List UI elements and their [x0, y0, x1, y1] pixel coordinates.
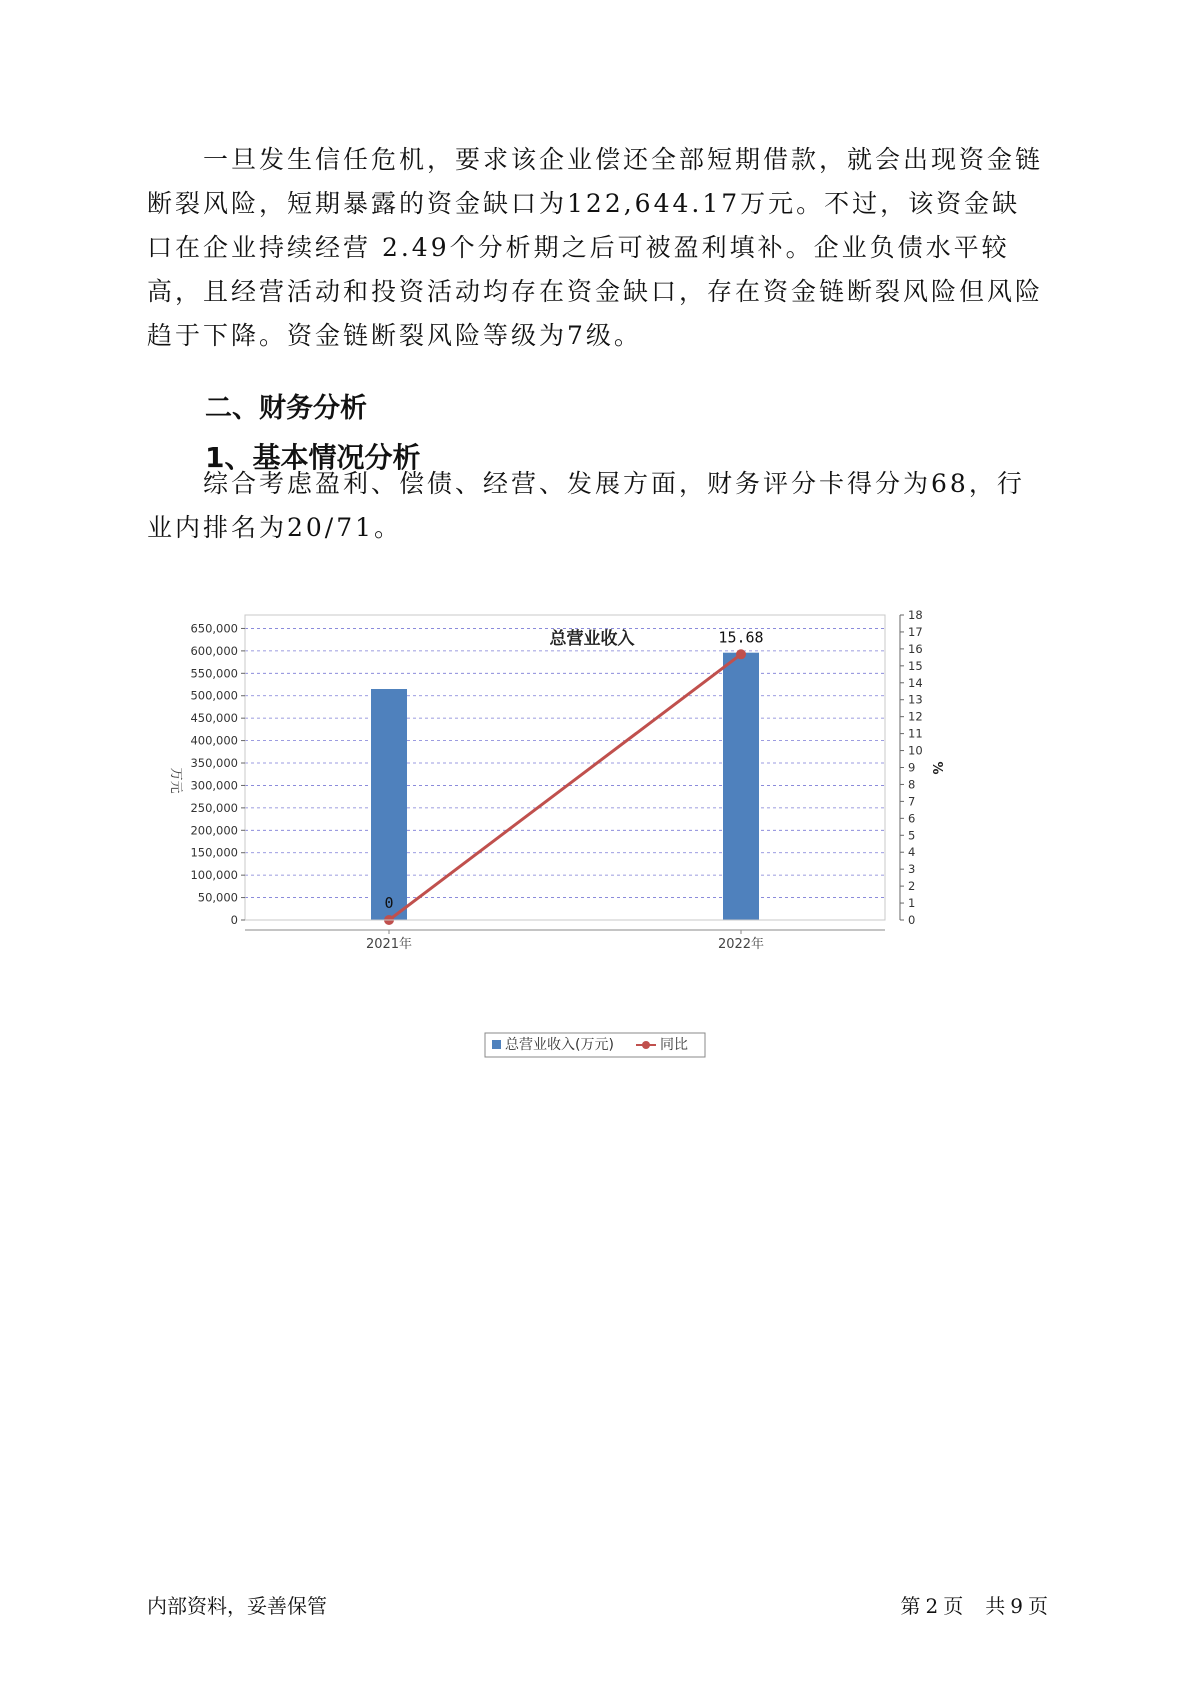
chart-legend	[485, 1033, 705, 1057]
y-tick-label: 550,000	[190, 666, 238, 681]
paragraph-score	[147, 462, 1047, 550]
y-tick-label: 200,000	[190, 823, 238, 838]
y2-tick-label: 13	[908, 692, 923, 707]
y2-tick-label: 3	[908, 862, 916, 877]
y-tick-label: 450,000	[190, 711, 238, 726]
x-tick-label: 2021年	[365, 937, 413, 952]
legend-line-marker	[642, 1041, 650, 1049]
chart-axes	[190, 608, 922, 952]
y-tick-label: 50,000	[197, 890, 238, 905]
chart-grid	[245, 628, 885, 897]
y2-tick-label: 9	[908, 760, 916, 775]
paragraph-risk	[147, 138, 1047, 358]
y2-tick-label: 12	[908, 709, 923, 724]
paragraph-risk-text: 一旦发生信任危机，要求该企业偿还全部短期借款，就会出现资金链断裂风险，短期暴露的资金缺口为122,644.17万元。不过，该资金缺口在企业持续经营 2.49个分析期之后可被盈利填补。企业负债水平较高，且经营活动和投资活动均存在资金缺口，存在资金链断裂风险但风险趋于下降。资金链断裂风险等级为7级。	[147, 145, 1044, 350]
y-tick-label: 500,000	[190, 688, 238, 703]
y2-tick-label: 14	[908, 675, 923, 690]
y2-tick-label: 17	[908, 624, 923, 639]
y2-tick-label: 10	[908, 743, 923, 758]
footer-page-suffix: 页	[1028, 1594, 1049, 1618]
y2-tick-label: 6	[908, 811, 916, 826]
yoy-line	[389, 654, 741, 920]
yoy-point	[736, 649, 746, 659]
chart-title: 总营业收入	[549, 629, 635, 649]
y-tick-label: 350,000	[190, 756, 238, 771]
chart-y-label: 万元	[168, 767, 183, 794]
y2-tick-label: 0	[908, 913, 916, 927]
y-tick-label: 400,000	[190, 733, 238, 748]
revenue-chart	[168, 608, 1010, 1095]
footer-page-mid: 页 共	[943, 1594, 1007, 1618]
y-tick-label: 0	[230, 913, 238, 927]
y-tick-label: 100,000	[190, 868, 238, 883]
plot-area	[245, 615, 885, 920]
yoy-data-label: 15.68	[718, 628, 764, 647]
y2-tick-label: 8	[908, 777, 916, 792]
y2-tick-label: 18	[908, 608, 923, 622]
bar-2022年	[723, 653, 759, 920]
y2-tick-label: 7	[908, 794, 916, 809]
section-heading: 二、财务分析	[205, 393, 367, 424]
y-tick-label: 250,000	[190, 800, 238, 815]
legend-line-label: 同比	[660, 1037, 688, 1053]
y-tick-label: 150,000	[190, 845, 238, 860]
paragraph-score-text: 综合考虑盈利、偿债、经营、发展方面，财务评分卡得分为68，行业内排名为20/71。	[147, 469, 1025, 542]
footer-page-number	[899, 1590, 1051, 1619]
y2-tick-label: 5	[908, 828, 916, 843]
footer-page-total: 9	[1010, 1594, 1024, 1618]
yoy-data-label: 0	[384, 894, 394, 912]
y-tick-label: 600,000	[190, 643, 238, 658]
y2-tick-label: 16	[908, 641, 923, 656]
y2-tick-label: 2	[908, 879, 916, 894]
footer-page-current: 2	[925, 1594, 940, 1618]
subsection-heading: 1、基本情况分析	[205, 441, 421, 474]
footer-page-prefix: 第	[900, 1594, 922, 1618]
y2-tick-label: 1	[908, 896, 916, 911]
chart-line	[384, 628, 764, 925]
y-tick-label: 300,000	[190, 778, 238, 793]
footer-confidential: 内部资料，妥善保管	[147, 1594, 327, 1618]
bar-2021年	[371, 689, 407, 920]
legend-bar-label: 总营业收入(万元)	[505, 1037, 614, 1053]
chart-y2-label: %	[929, 761, 944, 775]
legend-bar-swatch	[492, 1040, 501, 1049]
x-tick-label: 2022年	[717, 937, 765, 952]
y2-tick-label: 4	[908, 845, 916, 860]
y-tick-label: 650,000	[190, 621, 238, 636]
y2-tick-label: 11	[908, 726, 923, 741]
y2-tick-label: 15	[908, 658, 923, 673]
